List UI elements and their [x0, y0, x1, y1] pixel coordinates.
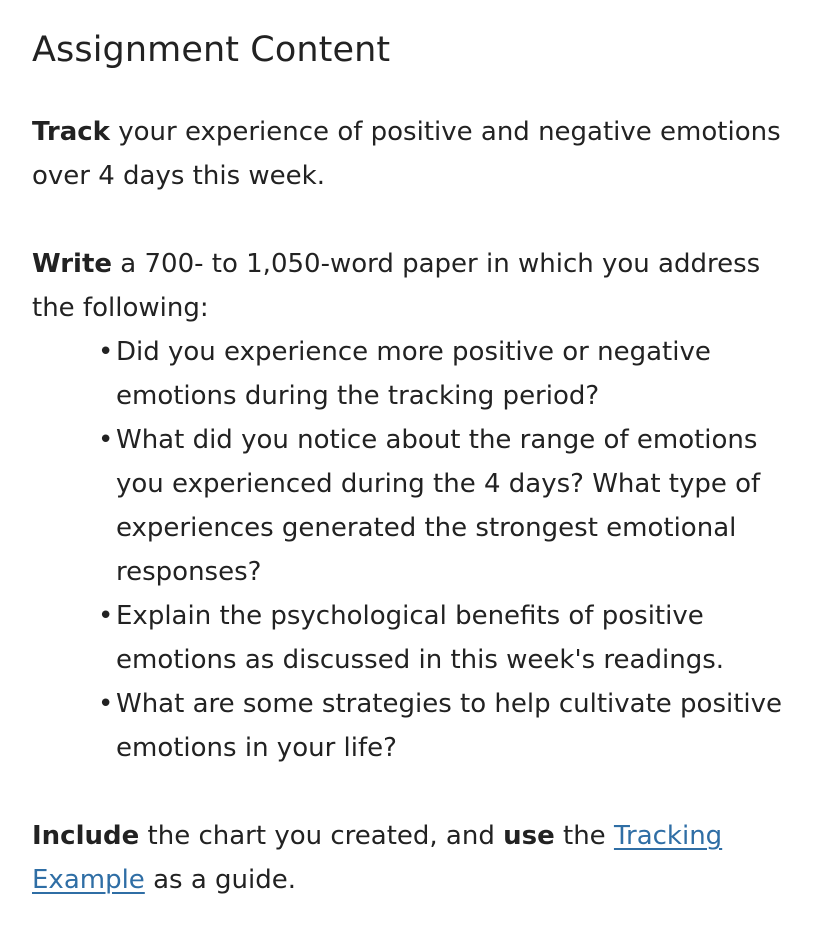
- track-text: your experience of positive and negative emotions over 4 days this week.: [32, 117, 781, 191]
- list-item-text: What are some strategies to help cultivate positive emotions in your life?: [116, 689, 783, 763]
- list-item: [98, 594, 796, 682]
- include-bold: Include: [32, 821, 140, 851]
- list-item: [98, 330, 796, 418]
- list-item: [98, 682, 796, 770]
- bullet-icon: •: [98, 601, 114, 631]
- include-text-2: the: [554, 821, 614, 851]
- bullet-icon: •: [98, 425, 114, 455]
- use-bold: use: [503, 821, 555, 851]
- page-title: Assignment Content: [32, 30, 391, 70]
- track-paragraph: [32, 110, 796, 198]
- include-paragraph: [32, 814, 796, 902]
- list-item-text: What did you notice about the range of emotions you experienced during the 4 days? What type of experiences generated the strongest emotional responses?: [116, 425, 761, 587]
- requirements-list: [32, 330, 796, 770]
- write-text: a 700- to 1,050-word paper in which you address the following:: [32, 249, 761, 323]
- list-item-text: Explain the psychological benefits of positive emotions as discussed in this week's readings.: [116, 601, 725, 675]
- include-text-3: as a guide.: [144, 865, 296, 895]
- bullet-icon: •: [98, 689, 114, 719]
- track-bold: Track: [32, 117, 110, 147]
- list-item-text: Did you experience more positive or negative emotions during the tracking period?: [116, 337, 711, 411]
- bullet-icon: •: [98, 337, 114, 367]
- write-paragraph: [32, 242, 796, 330]
- include-text-1: the chart you created, and: [139, 821, 504, 851]
- tracking-example-link[interactable]: Tracking Example: [32, 821, 723, 895]
- write-bold: Write: [32, 249, 113, 279]
- list-item: [98, 418, 796, 594]
